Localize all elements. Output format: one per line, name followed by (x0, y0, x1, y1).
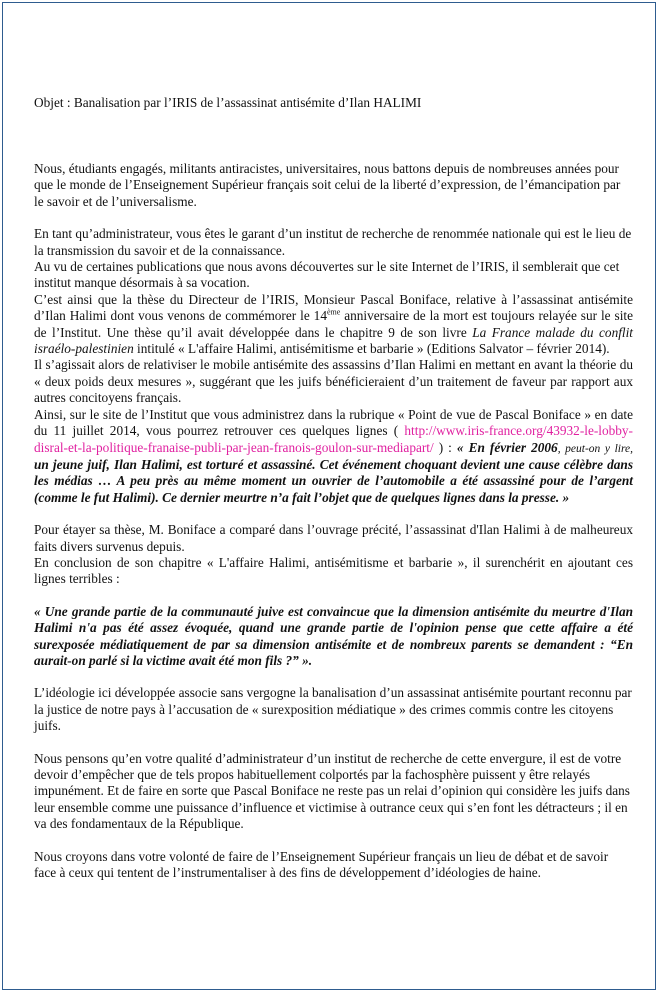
paragraph-conclusion: En conclusion de son chapitre « L'affaire Halimi, antisémitisme et barbarie », il surenchérit en ajoutant ces lignes terribles : (34, 554, 633, 587)
paragraph-comparison: Pour étayer sa thèse, M. Boniface a comparé dans l’ouvrage précité, l’assassinat d'Ilan Halimi à de malheureux faits divers survenus depuis. (34, 522, 633, 554)
thesis-text-a: C’est ainsi que la thèse du Directeur de l’IRIS, Monsieur Pascal Boniface, relative à l’assassinat antisémite d’Ilan Halimi dont vous venons de commémorer le 14 (34, 291, 633, 324)
paragraph-ideology: L’idéologie ici développée associe sans vergogne la banalisation d’un assassinat antisémite pourtant reconnu par la justice de notre pays à l’accusation de « surexposition médiatique » des crimes commis contre les citoyens juifs. (34, 685, 632, 734)
quote-chapter-conclusion: « Une grande partie de la communauté juive est convaincue que la dimension antisémite du meurtre d'Ilan Halimi n'a pas été assez évoquée, quand une grande partie de l'opinion pense que cette affaire a été surexposée médiatiquement de par sa dimension antisémite et de nombreux parents se demandent : “En aurait-on parlé si la victime avait été mon fils ?” ». (34, 603, 633, 668)
subject-line: Objet : Banalisation par l’IRIS de l’assassinat antisémite d’Ilan HALIMI (34, 95, 422, 110)
paragraph-thesis (34, 292, 633, 358)
paragraph-website (34, 407, 633, 506)
website-text-a: Ainsi, sur le site de l’Institut que vous administrez dans la rubrique « Point de vue de Pascal Boniface » en date du 11 juillet 2014, vous pourrez retrouver ces quelques lignes ( (34, 406, 633, 439)
paragraph-intro: Nous, étudiants engagés, militants antiracistes, universitaires, nous battons depuis de nombreuses années pour que le monde de l’Enseignement Supérieur français soit celui de la liberté d’expression, de l’émancipation par le savoir et de l’universalisme. (34, 161, 621, 209)
page-frame (2, 2, 656, 990)
paragraph-duty: Nous pensons qu’en votre qualité d’administrateur d’un institut de recherche de cette envergure, il est de votre devoir d’empêcher que de tels propos habituellement colportés par la fachosphère puissent y être relayés impunément. Et de faire en sorte que Pascal Boniface ne reste pas un relai d’opinion qui considère les juifs dans leur ensemble comme une puissance d’influence et victimise à outrance ceux qui s’en font les détracteurs ; il en va des fondamentaux de la République. (34, 750, 630, 832)
quote-inline-aside: , peut-on y lire, (557, 442, 634, 455)
thesis-text-b: anniversaire de la mort est toujours relayée sur le site de l’Institut. Une thèse qu’il avait développée dans le chapitre 9 de son livre (34, 308, 633, 340)
thesis-text-c: intitulé « L'affaire Halimi, antisémitisme et barbarie » (Editions Salvator – février 2014). (133, 341, 610, 357)
quote-boniface-b: un jeune juif, Ilan Halimi, est torturé et assassiné. Cet événement choquant devient une cause célèbre dans les médias … A peu près au même moment un ouvrier de l’automobile a été assassiné pour de l’argent (comme le fut Halimi). Ce dernier meurtre n’a fait l’objet que de quelques lignes dans la presse. » (34, 456, 633, 505)
website-text-b: ) : (433, 439, 457, 455)
book-title: La France malade du conflit israélo-palestinien (34, 324, 634, 357)
paragraph-closing: Nous croyons dans votre volonté de faire de l’Enseignement Supérieur français un lieu de débat et de savoir face à ceux qui tentent de l’instrumentaliser à des fins de développement d’idéologies de haine. (34, 848, 609, 881)
iris-article-link[interactable]: http://www.iris-france.org/43932-le-lobby-disral-et-la-politique-franaise-publi-par-jean-franois-goulon-sur-mediapart/ (34, 423, 633, 455)
paragraph-publications: Au vu de certaines publications que nous avons découvertes sur le site Internet de l’IRIS, il semblerait que cet institut manque désormais à sa vocation. (34, 259, 620, 291)
ordinal-superscript: ème (326, 307, 341, 317)
paragraph-administrator: En tant qu’administrateur, vous êtes le garant d’un institut de recherche de renommée nationale qui est le lieu de la transmission du savoir et de la connaissance. (34, 226, 632, 258)
quote-boniface-a: « En février 2006 (456, 439, 558, 455)
paragraph-relativize: Il s’agissait alors de relativiser le mobile antisémite des assassins d’Ilan Halimi en mettant en avant la théorie du « deux poids deux mesures », suggérant que les juifs bénéficieraient d’un traitement de faveur par rapport aux autres concitoyens français. (34, 357, 633, 406)
letter-body (34, 161, 633, 881)
